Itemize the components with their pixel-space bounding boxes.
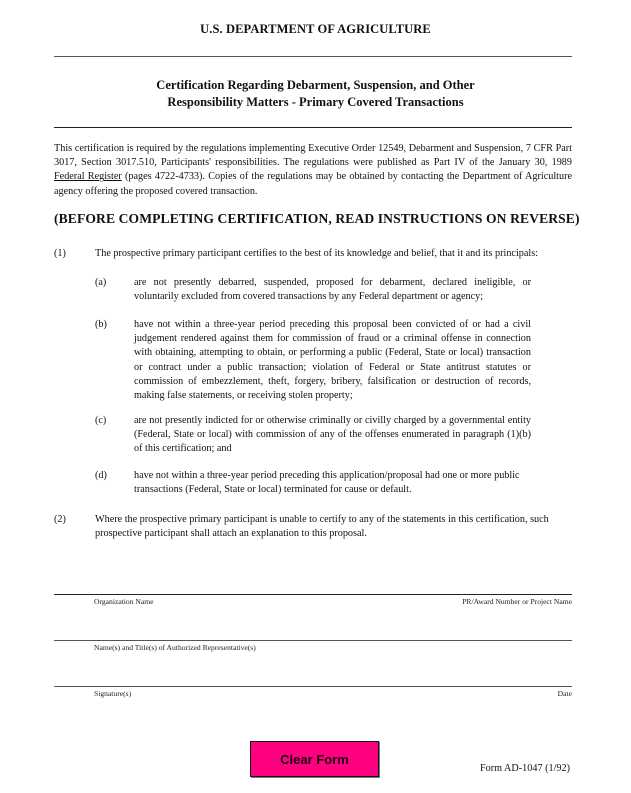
representative-input[interactable] xyxy=(56,624,570,638)
representative-label: Name(s) and Title(s) of Authorized Representative(s) xyxy=(94,643,256,652)
award-number-input[interactable] xyxy=(400,578,570,592)
form-number: Form AD-1047 (1/92) xyxy=(480,763,570,774)
item-2-text: Where the prospective primary participant is unable to certify to any of the statements in this certification, such prospective participant shall attach an explanation to this proposal. xyxy=(95,514,549,540)
divider-title xyxy=(54,127,572,128)
signature-input[interactable] xyxy=(56,670,456,684)
clear-form-button[interactable]: Clear Form xyxy=(250,741,379,777)
intro-paragraph xyxy=(54,142,572,199)
subitem-d-text: have not within a three-year period preceding this application/proposal had one or more public transactions (Federal, State or local) terminated for cause or default. xyxy=(134,470,520,496)
award-number-label: PR/Award Number or Project Name xyxy=(462,597,572,606)
item-1-number: (1) xyxy=(54,248,66,259)
organization-line xyxy=(54,594,572,595)
subitem-c-text: are not presently indicted for or otherwise criminally or civilly charged by a governmental entity (Federal, State or local) with commission of any of the offenses enumerated in paragraph (1)(b) of this certification; and xyxy=(134,415,531,455)
subitem-a-text: are not presently debarred, suspended, proposed for debarment, declared ineligible, or voluntarily excluded from covered transactions by any Federal department or agency; xyxy=(134,277,531,303)
organization-name-input[interactable] xyxy=(56,578,386,592)
federal-register-reference: Federal Register xyxy=(54,171,122,183)
signature-line xyxy=(54,686,572,687)
instructions-heading: (BEFORE COMPLETING CERTIFICATION, READ INSTRUCTIONS ON REVERSE) xyxy=(54,211,580,226)
intro-text-end: (pages 4722-4733). Copies of the regulations may be obtained by contacting the Department of Agriculture agency offering the proposed covered transaction. xyxy=(54,171,573,197)
representative-line xyxy=(54,640,572,641)
intro-text-start: This certification is required by the regulations implementing Executive Order 12549, Debarment and Suspension, 7 CFR Part 3017, Section 3017.510, Participants' responsibilities. The regulations were published as Part IV of the January 30, 1989 xyxy=(54,143,572,169)
item-1-text: The prospective primary participant certifies to the best of its knowledge and belief, that it and its principals: xyxy=(95,248,539,259)
form-title-line-2: Responsibility Matters - Primary Covered Transactions xyxy=(167,95,464,109)
subitem-c-letter: (c) xyxy=(95,415,107,426)
signature-label: Signature(s) xyxy=(94,689,132,698)
organization-name-label: Organization Name xyxy=(94,597,154,606)
form-title xyxy=(0,77,631,111)
subitem-d-letter: (d) xyxy=(95,470,107,481)
form-title-line-1: Certification Regarding Debarment, Suspension, and Other xyxy=(156,78,475,92)
date-label: Date xyxy=(557,689,572,698)
subitem-b-text: have not within a three-year period preceding this proposal been convicted of or had a civil judgement rendered against them for commission of fraud or a criminal offense in connection with obtaining, attempting to obtain, or performing a public (Federal, State or local) transaction or contract under a public transaction; violation of Federal or State antitrust statutes or commission of embezzlement, theft, forgery, bribery, falsification or destruction of records, making false statements, or receiving stolen property; xyxy=(134,319,531,402)
agency-name: U.S. DEPARTMENT OF AGRICULTURE xyxy=(200,22,431,36)
date-input[interactable] xyxy=(470,670,570,684)
item-2-number: (2) xyxy=(54,514,66,525)
subitem-a-letter: (a) xyxy=(95,277,107,288)
divider-top xyxy=(54,56,572,57)
subitem-b-letter: (b) xyxy=(95,319,107,330)
